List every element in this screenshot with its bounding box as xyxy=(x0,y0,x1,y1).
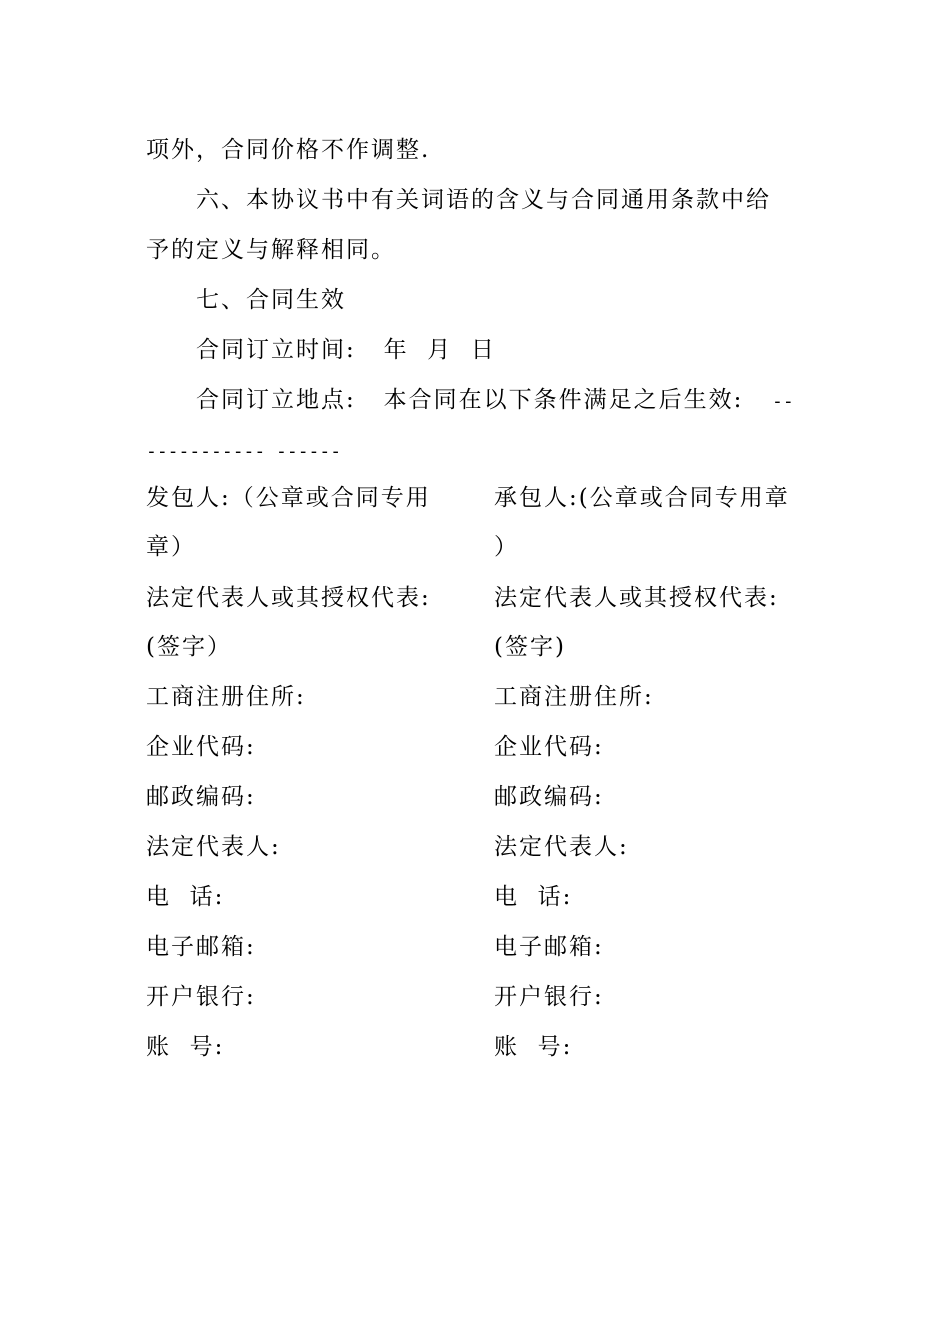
contractor-code: 企业代码: xyxy=(494,734,604,760)
contractor-phone: 电 话: xyxy=(494,884,573,910)
employer-address: 工商注册住所: xyxy=(146,684,306,710)
signing-place: 合同订立地点: 本合同在以下条件满足之后生效: xyxy=(196,387,744,413)
employer-account: 账 号: xyxy=(146,1034,225,1060)
blank-dashes: ----------- ------ xyxy=(146,441,342,462)
contractor-email: 电子邮箱: xyxy=(494,934,604,960)
clause-six-line1: 六、本协议书中有关词语的含义与合同通用条款中给 xyxy=(196,187,771,213)
employer-email: 电子邮箱: xyxy=(146,934,256,960)
signing-time: 合同订立时间: 年 月 日 xyxy=(196,337,496,363)
paragraph-line: 项外，合同价格不作调整. xyxy=(146,137,431,163)
contractor-bank: 开户银行: xyxy=(494,984,604,1010)
clause-six-line2: 予的定义与解释相同。 xyxy=(146,237,396,263)
employer-seal-line1: 发包人:（公章或合同专用 xyxy=(146,485,431,511)
clause-seven-heading: 七、合同生效 xyxy=(196,287,346,313)
contractor-address: 工商注册住所: xyxy=(494,684,654,710)
employer-postcode: 邮政编码: xyxy=(146,784,256,810)
contractor-postcode: 邮政编码: xyxy=(494,784,604,810)
contractor-seal-line2: ） xyxy=(494,534,519,560)
employer-bank: 开户银行: xyxy=(146,984,256,1010)
signing-place-blank-tail: -- xyxy=(772,391,794,412)
employer-code: 企业代码: xyxy=(146,734,256,760)
contractor-rep-line2: (签字) xyxy=(494,634,566,660)
contractor-account: 账 号: xyxy=(494,1034,573,1060)
contractor-rep-line1: 法定代表人或其授权代表: xyxy=(494,585,779,611)
employer-seal-line2: 章） xyxy=(146,534,196,560)
contractor-seal-line1: 承包人:(公章或合同专用章 xyxy=(494,485,790,511)
employer-rep-line2: (签字） xyxy=(146,634,232,660)
employer-phone: 电 话: xyxy=(146,884,225,910)
contractor-legal-rep: 法定代表人: xyxy=(494,834,629,860)
employer-legal-rep: 法定代表人: xyxy=(146,834,281,860)
employer-rep-line1: 法定代表人或其授权代表: xyxy=(146,585,431,611)
